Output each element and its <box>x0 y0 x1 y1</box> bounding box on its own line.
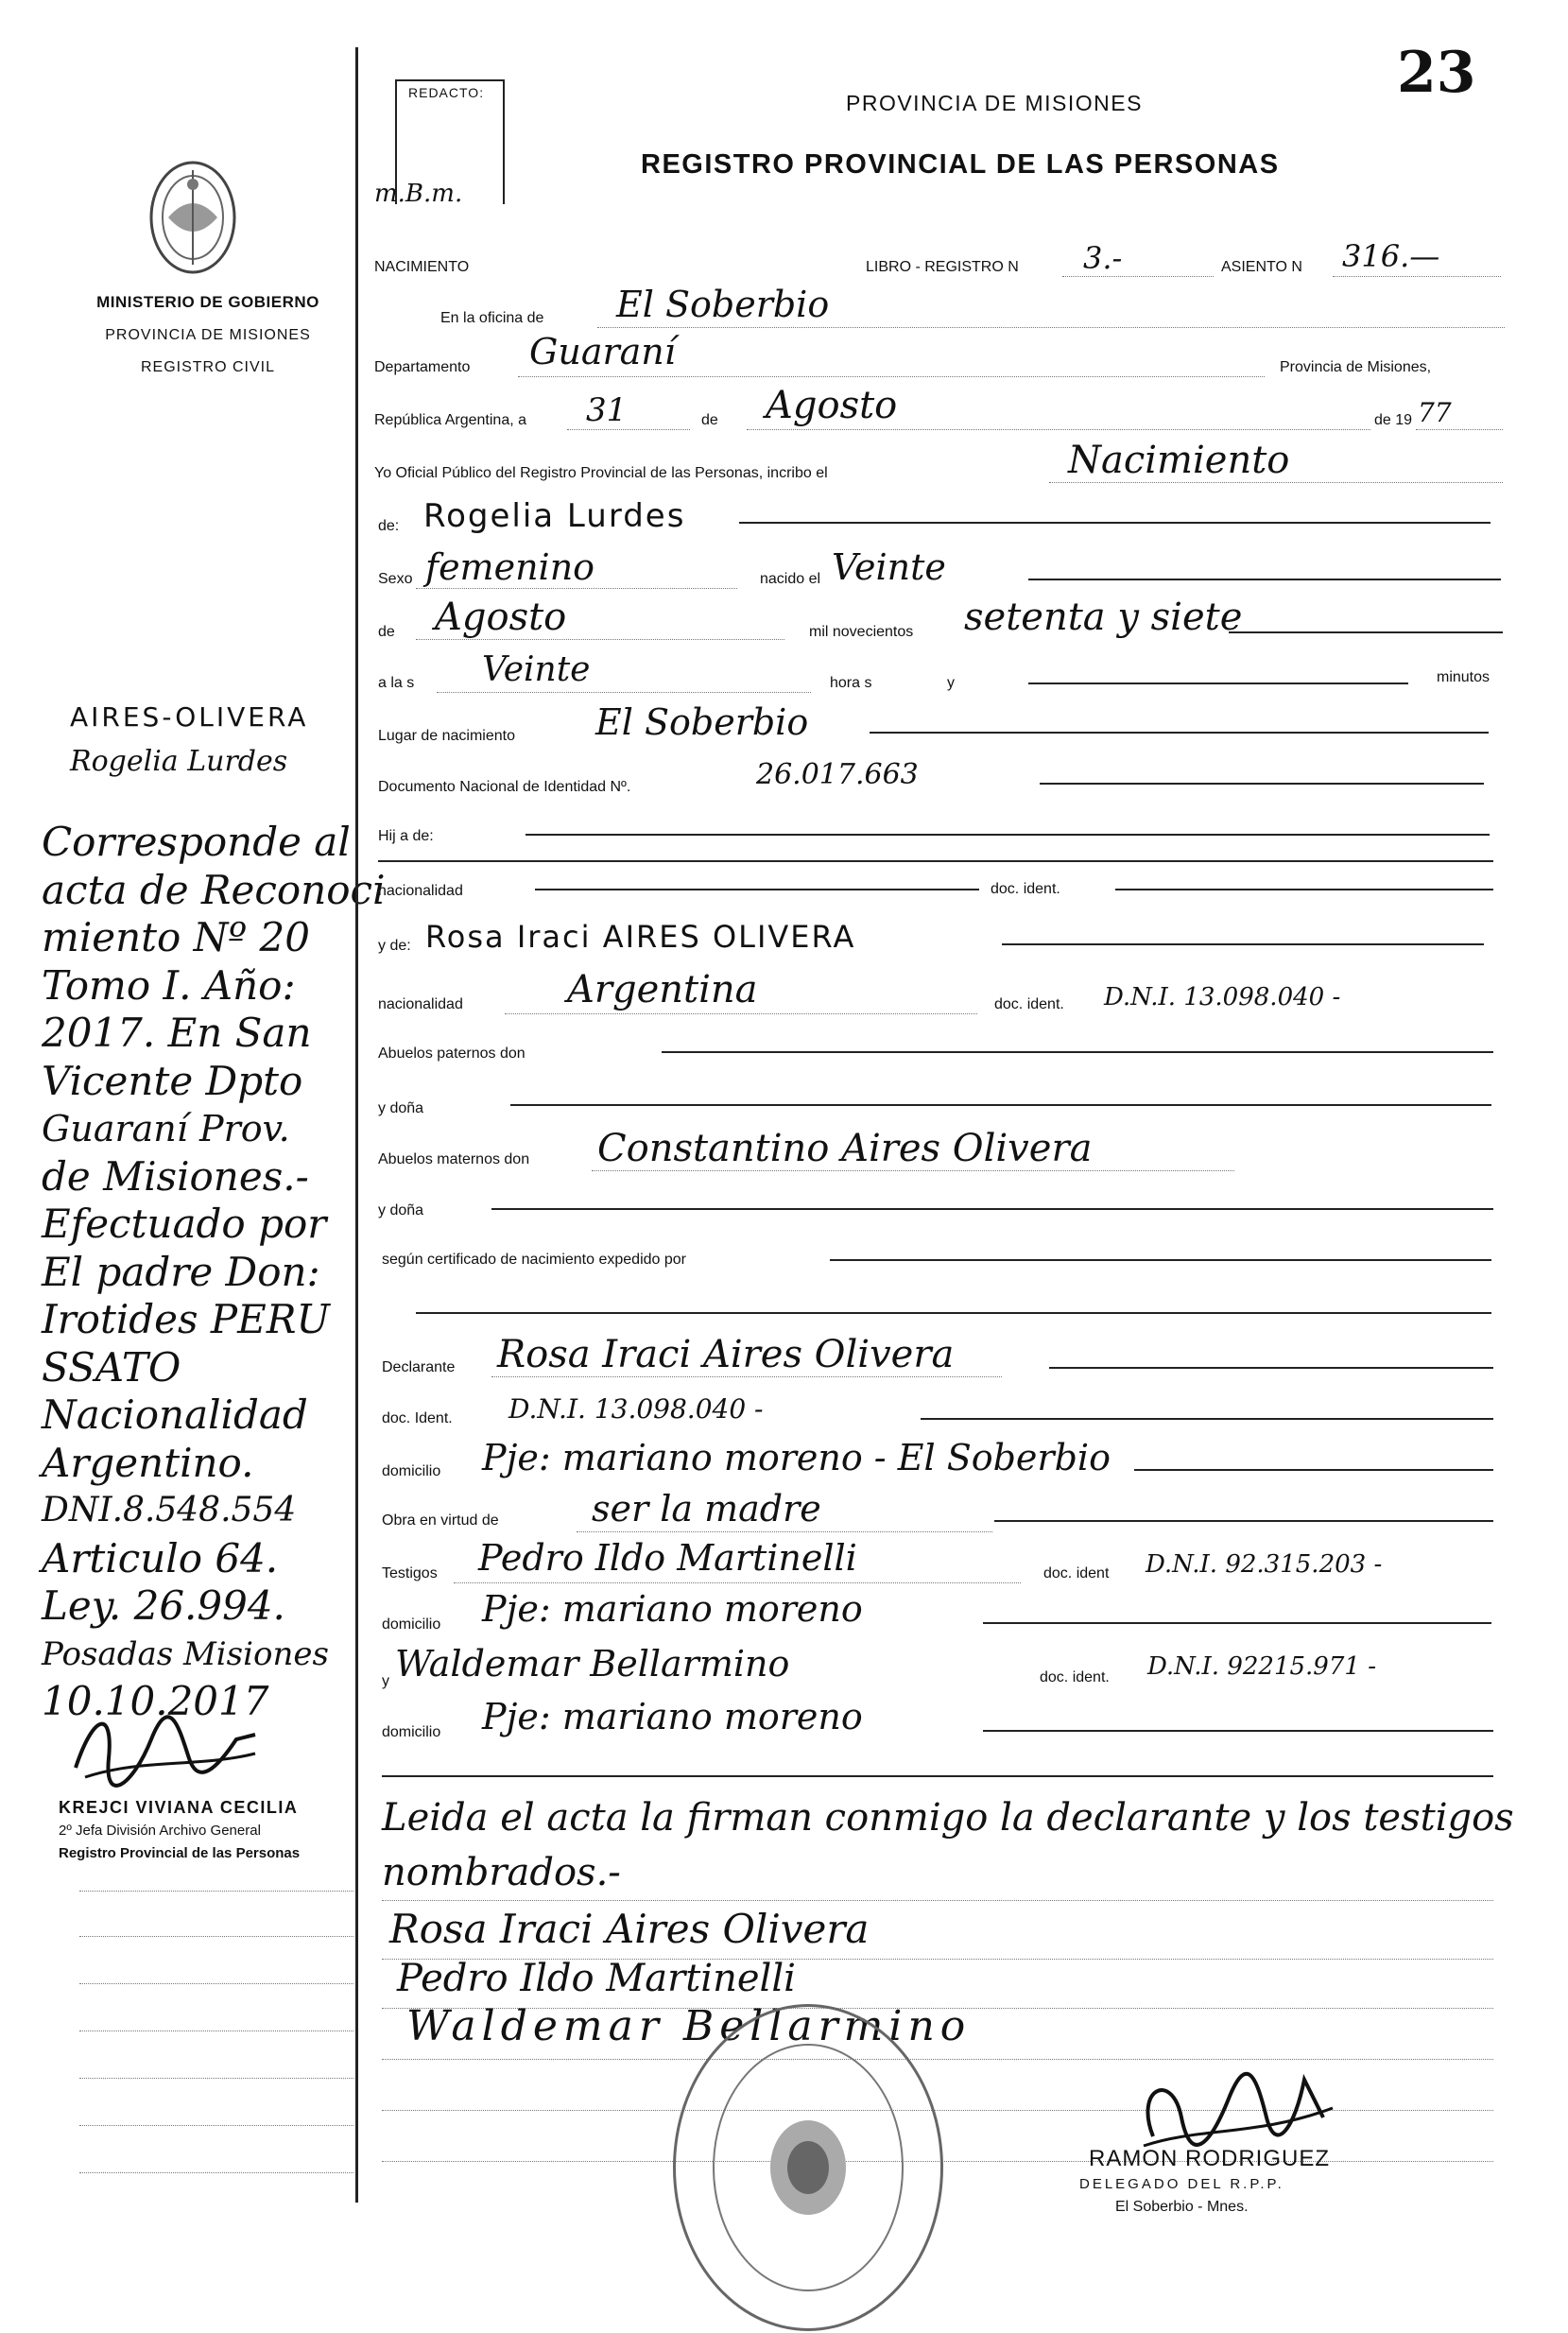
anio-texto-value: setenta y siete <box>964 596 1243 639</box>
departamento-value: Guaraní <box>529 331 676 372</box>
de-label: de <box>701 412 718 428</box>
delegate-role: DELEGADO DEL R.P.P. <box>1079 2176 1284 2192</box>
oficina-label: En la oficina de <box>440 310 544 326</box>
margin-note <box>42 819 386 1726</box>
page-number: 23 <box>1397 40 1476 106</box>
obra-value: ser la madre <box>592 1488 821 1529</box>
doc-t2-value: D.N.I. 92215.971 - <box>1147 1652 1376 1681</box>
record-type: NACIMIENTO <box>374 259 470 275</box>
sexo-label: Sexo <box>378 571 413 587</box>
y-t2-label: y <box>382 1673 389 1689</box>
acto-value: Nacimiento <box>1068 439 1290 482</box>
margin-note-line: Argentino. <box>42 1439 254 1486</box>
dni-label: Documento Nacional de Identidad Nº. <box>378 779 631 795</box>
domicilio3-label: domicilio <box>382 1724 441 1740</box>
nacionalidad2-label: nacionalidad <box>378 996 463 1012</box>
lugar-value: El Soberbio <box>595 701 809 743</box>
coat-of-arms-icon <box>140 151 246 284</box>
nombre-value: Rogelia Lurdes <box>423 497 686 535</box>
doc-t2-label: doc. ident. <box>1040 1669 1110 1685</box>
ministry-registry: REGISTRO CIVIL <box>140 359 276 375</box>
dia-value: 31 <box>586 391 628 429</box>
doc-ident-label: doc. Ident. <box>382 1410 453 1426</box>
delegate-place: El Soberbio - Mnes. <box>1115 2199 1249 2215</box>
margin-note-line: de Misiones.- <box>42 1152 309 1200</box>
margin-signature-icon <box>66 1702 265 1796</box>
doc-t1-label: doc. ident <box>1043 1565 1110 1581</box>
margin-note-line: Corresponde al <box>42 819 351 865</box>
margin-note-line: Irotides PERU <box>42 1296 330 1342</box>
domicilio1-value: Pje: mariano moreno - El Soberbio <box>482 1437 1111 1478</box>
nacido-value: Veinte <box>832 546 946 588</box>
domicilio2-value: Pje: mariano moreno <box>482 1588 863 1630</box>
lugar-label: Lugar de nacimiento <box>378 728 515 744</box>
abuelos-paternos-label: Abuelos paternos don <box>378 1046 526 1062</box>
closing-line2: nombrados.- <box>382 1851 621 1894</box>
ministry-name: MINISTERIO DE GOBIERNO <box>96 293 319 311</box>
y-de-label: y de: <box>378 938 411 954</box>
y-dona1-label: y doña <box>378 1100 424 1116</box>
nombre-label: de: <box>378 518 400 534</box>
provincia-label: Provincia de Misiones, <box>1280 359 1432 375</box>
abuelos-maternos-value: Constantino Aires Olivera <box>597 1127 1093 1170</box>
official-seal-icon <box>673 2004 943 2331</box>
de2-label: de <box>378 624 395 640</box>
abuelos-maternos-label: Abuelos maternos don <box>378 1151 530 1167</box>
madre-value: Rosa Iraci AIRES OLIVERA <box>425 919 856 955</box>
margin-note-line: miento Nº 20 <box>42 914 310 960</box>
republica-label: República Argentina, a <box>374 412 526 428</box>
signature-mother: Rosa Iraci Aires Olivera <box>389 1906 870 1952</box>
doc-ident-value: D.N.I. 13.098.040 - <box>508 1393 764 1425</box>
stamp-name: KREJCI VIVIANA CECILIA <box>59 1798 299 1817</box>
mil-label: mil novecientos <box>809 624 914 640</box>
y-label: y <box>947 675 955 691</box>
signature-witness2: Waldemar Bellarmino <box>406 2002 972 2050</box>
stamp-org: Registro Provincial de las Personas <box>59 1845 301 1861</box>
doc1-label: doc. ident. <box>991 881 1060 897</box>
oficial-label: Yo Oficial Público del Registro Provincial de las Personas, incribo el <box>374 465 828 481</box>
margin-note-line: El padre Don: <box>42 1248 320 1295</box>
delegate-name: RAMON RODRIGUEZ <box>1089 2146 1330 2171</box>
province-heading: PROVINCIA DE MISIONES <box>846 91 1143 115</box>
asiento-value: 316.— <box>1342 238 1440 274</box>
margin-note-line: Ley. 26.994. <box>42 1582 285 1629</box>
nacido-label: nacido el <box>760 571 821 587</box>
margin-note-line: 2017. En San <box>42 1010 312 1056</box>
margin-surname: AIRES-OLIVERA <box>70 701 309 733</box>
declarante-value: Rosa Iraci Aires Olivera <box>497 1333 955 1376</box>
mes2-value: Agosto <box>435 596 567 639</box>
page-title: REGISTRO PROVINCIAL DE LAS PERSONAS <box>641 149 1280 180</box>
margin-note-line: Guaraní Prov. <box>42 1108 290 1149</box>
redacto-label: REDACTO: <box>408 85 485 100</box>
departamento-label: Departamento <box>374 359 471 375</box>
dni-value: 26.017.663 <box>756 758 919 791</box>
oficina-value: El Soberbio <box>616 284 830 325</box>
anio-value: 77 <box>1418 397 1452 428</box>
libro-label: LIBRO - REGISTRO N <box>866 259 1019 275</box>
column-divider <box>355 47 358 2203</box>
doc2-label: doc. ident. <box>994 996 1064 1012</box>
margin-note-line: 10.10.2017 <box>42 1678 269 1724</box>
signature-witness1: Pedro Ildo Martinelli <box>397 1957 796 2000</box>
anio-label: de 19 <box>1374 412 1413 428</box>
margin-note-line: SSATO <box>42 1343 181 1391</box>
nacionalidad2-value: Argentina <box>567 968 758 1011</box>
nacionalidad1-label: nacionalidad <box>378 883 463 899</box>
declarante-label: Declarante <box>382 1359 456 1375</box>
testigo2-value: Waldemar Bellarmino <box>395 1643 790 1685</box>
hora-value: Veinte <box>482 650 591 689</box>
margin-note-line: DNI.8.548.554 <box>42 1491 297 1529</box>
doc-t1-value: D.N.I. 92.315.203 - <box>1146 1550 1383 1579</box>
sexo-value: femenino <box>425 546 595 588</box>
y-dona2-label: y doña <box>378 1202 424 1218</box>
margin-note-line: acta de Reconoci <box>42 866 386 913</box>
margin-note-line: Articulo 64. <box>42 1534 279 1581</box>
segun-label: según certificado de nacimiento expedido por <box>382 1252 686 1268</box>
margin-note-line: Efectuado por <box>42 1201 327 1247</box>
margin-note-line: Posadas Misiones <box>42 1634 329 1673</box>
domicilio1-label: domicilio <box>382 1463 441 1479</box>
margin-name: Rogelia Lurdes <box>70 745 288 778</box>
mes-value: Agosto <box>766 384 898 427</box>
asiento-label: ASIENTO N <box>1221 259 1302 275</box>
obra-label: Obra en virtud de <box>382 1512 499 1529</box>
redacto-value: m.B.m. <box>374 180 463 208</box>
alas-label: a la s <box>378 675 415 691</box>
domicilio2-label: domicilio <box>382 1616 441 1633</box>
minutos-label: minutos <box>1437 669 1490 685</box>
stamp-role: 2º Jefa División Archivo General <box>59 1823 261 1839</box>
horas-label: hora s <box>830 675 872 691</box>
margin-note-line: Vicente Dpto <box>42 1057 303 1104</box>
margin-note-line: Tomo I. Año: <box>42 961 296 1009</box>
domicilio3-value: Pje: mariano moreno <box>482 1696 863 1737</box>
hijo-label: Hij a de: <box>378 828 434 844</box>
libro-value: 3.- <box>1083 240 1123 276</box>
doc2-value: D.N.I. 13.098.040 - <box>1104 983 1341 1011</box>
closing-line1: Leida el acta la firman conmigo la declarante y los testigos <box>382 1796 1514 1840</box>
testigos-label: Testigos <box>382 1565 438 1581</box>
testigo1-value: Pedro Ildo Martinelli <box>478 1537 857 1579</box>
margin-note-line: Nacionalidad <box>42 1391 308 1438</box>
ministry-province: PROVINCIA DE MISIONES <box>105 327 311 343</box>
